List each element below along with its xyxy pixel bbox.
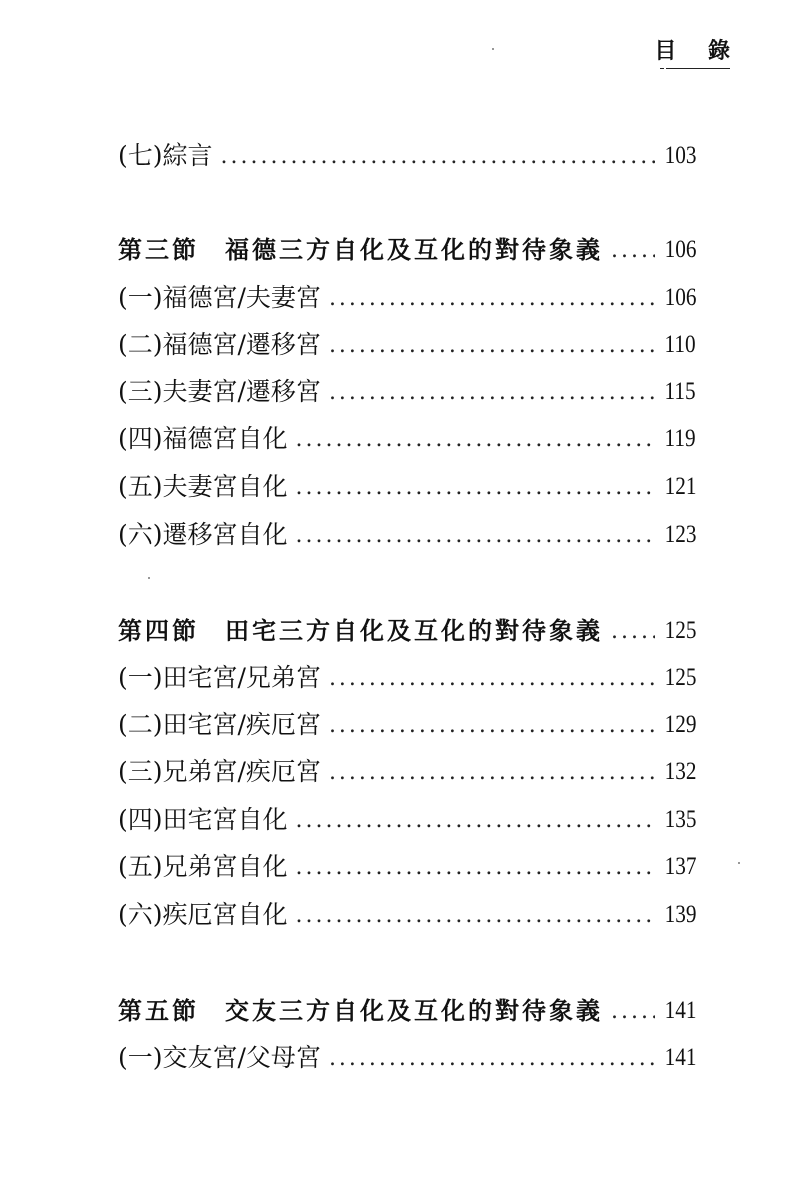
toc-entry-page: 125 [664, 617, 696, 644]
toc-entry-page: 125 [664, 664, 696, 691]
dot-leader [611, 621, 655, 643]
toc-entry-page: 115 [664, 378, 696, 405]
toc-entry[interactable] [118, 650, 696, 690]
toc-entry-page: 106 [664, 284, 696, 311]
section-number: 第三節 [118, 235, 199, 264]
toc-entry-title: (六)疾厄宮自化 [118, 900, 288, 929]
toc-entry-page: 139 [664, 901, 696, 928]
toc-entry-page: 121 [664, 473, 696, 500]
toc-entry[interactable] [118, 1030, 696, 1070]
toc-entry-title: (二)福德宮/遷移宮 [118, 330, 321, 359]
toc-entry-page: 141 [664, 1044, 696, 1071]
toc-entry[interactable] [118, 792, 696, 832]
toc-section-title [118, 235, 603, 264]
dot-leader [296, 429, 656, 451]
print-speck [738, 862, 740, 864]
dot-leader [296, 525, 655, 547]
toc-section-title [118, 616, 603, 645]
toc-entry[interactable] [118, 697, 696, 737]
dot-leader [329, 715, 655, 737]
toc-entry-page: 141 [664, 997, 696, 1024]
page-header [650, 34, 742, 65]
toc-section-heading[interactable] [118, 983, 696, 1023]
dot-leader [329, 762, 655, 784]
toc-entry-title: (三)兄弟宮/疾厄宮 [118, 757, 321, 786]
section-label: 田宅三方自化及互化的對待象義 [225, 616, 603, 645]
toc-entry[interactable] [118, 744, 696, 784]
toc-entry-title: (一)田宅宮/兄弟宮 [118, 663, 321, 692]
dot-leader [329, 288, 655, 310]
toc-entry-title: (二)田宅宮/疾厄宮 [118, 710, 321, 739]
toc-entry-title: (四)田宅宮自化 [118, 805, 288, 834]
toc-section-heading[interactable] [118, 603, 696, 643]
toc-entry-page: 135 [664, 806, 696, 833]
dot-leader [296, 810, 655, 832]
header-rule [666, 68, 730, 69]
toc-entry[interactable] [118, 128, 696, 168]
toc-entry-title: (五)夫妻宮自化 [118, 472, 288, 501]
toc-entry-title: (七)綜言 [118, 141, 213, 170]
toc-entry[interactable] [118, 459, 696, 499]
header-title: 目 錄 [654, 38, 742, 64]
toc-entry-page: 119 [664, 425, 696, 452]
toc-entry-page: 110 [664, 331, 696, 358]
toc-entry-title: (四)福德宮自化 [118, 424, 288, 453]
toc-entry[interactable] [118, 364, 696, 404]
section-number: 第五節 [118, 996, 199, 1025]
dot-leader [296, 477, 655, 499]
toc-entry[interactable] [118, 887, 696, 927]
dot-leader [296, 857, 655, 879]
print-speck [148, 577, 150, 579]
toc-entry-title: (六)遷移宮自化 [118, 520, 288, 549]
dot-leader [221, 146, 655, 168]
toc-entry-title: (一)福德宮/夫妻宮 [118, 283, 321, 312]
section-label: 交友三方自化及互化的對待象義 [225, 996, 603, 1025]
section-label: 福德三方自化及互化的對待象義 [225, 235, 603, 264]
dot-leader [329, 335, 655, 357]
dot-leader [296, 905, 655, 927]
dot-leader [611, 240, 655, 262]
toc-entry-page: 137 [664, 853, 696, 880]
dot-leader [329, 668, 655, 690]
toc-entry-page: 129 [664, 711, 696, 738]
dot-leader [329, 1048, 655, 1070]
toc-entry-page: 103 [664, 142, 696, 169]
toc-entry[interactable] [118, 317, 696, 357]
toc-entry[interactable] [118, 507, 696, 547]
toc-entry[interactable] [118, 839, 696, 879]
toc-entry-title: (一)交友宮/父母宮 [118, 1043, 321, 1072]
toc-entry-page: 123 [664, 521, 696, 548]
toc-entry-page: 132 [664, 758, 696, 785]
dot-leader [611, 1001, 655, 1023]
print-speck [492, 48, 494, 50]
toc-section-title [118, 996, 603, 1025]
toc-entry-title: (五)兄弟宮自化 [118, 852, 288, 881]
toc-entry-title: (三)夫妻宮/遷移宮 [118, 377, 321, 406]
toc-entry-page: 106 [664, 236, 696, 263]
section-number: 第四節 [118, 616, 199, 645]
toc-entry[interactable] [118, 270, 696, 310]
dot-leader [329, 382, 655, 404]
toc-entry[interactable] [118, 411, 696, 451]
toc-section-heading[interactable] [118, 222, 696, 262]
